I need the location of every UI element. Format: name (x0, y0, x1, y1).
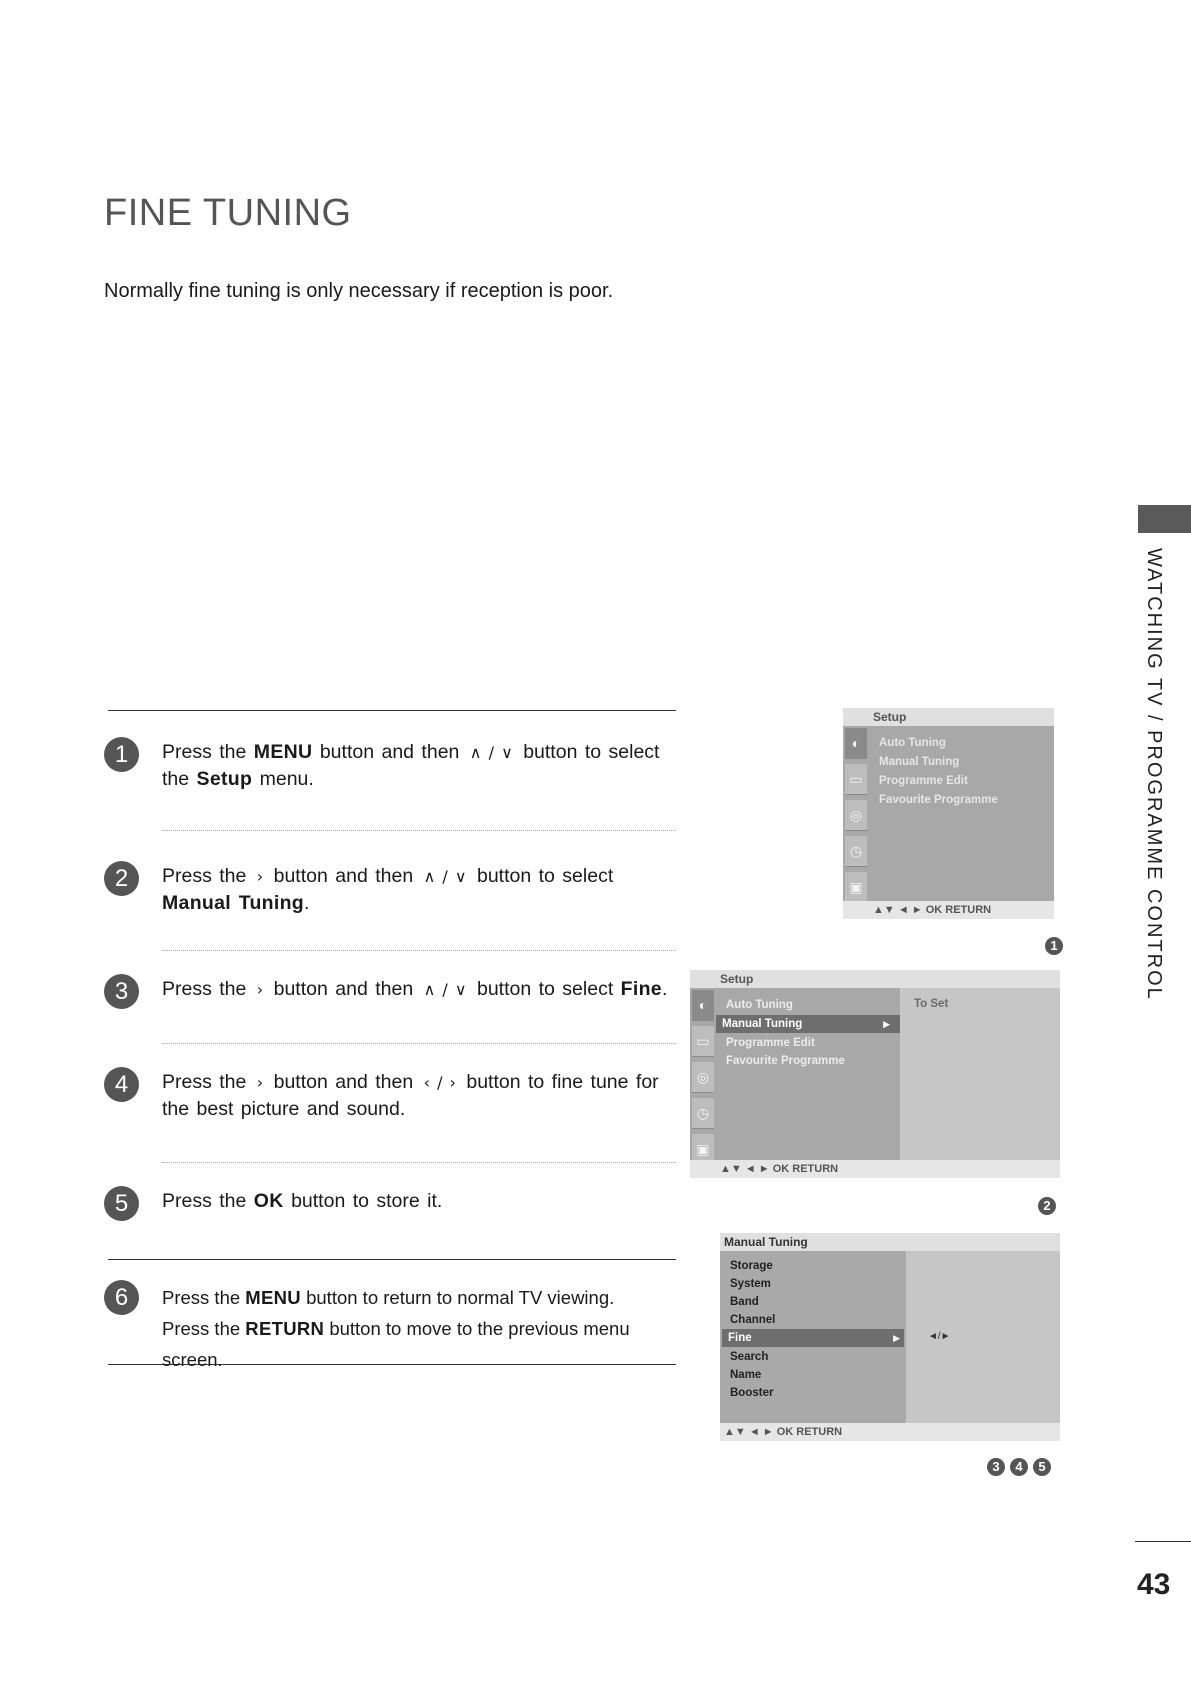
intro-text: Normally fine tuning is only necessary if reception is poor. (104, 280, 614, 302)
osd-item: Manual Tuning (879, 756, 960, 768)
step-3 (104, 974, 684, 1044)
clock-icon: ◷ (692, 1098, 714, 1129)
osd-item: Storage (730, 1260, 773, 1272)
step-number: 6 (104, 1280, 139, 1315)
osd-value-panel: To Set (902, 988, 1060, 1160)
osd-value-panel: ◄/► (906, 1251, 1060, 1423)
page-number: 43 (1137, 1568, 1171, 1601)
up-down-icon: ∧ / ∨ (423, 980, 467, 999)
picture-icon: ▭ (845, 764, 867, 795)
up-down-icon: ∧ / ∨ (423, 867, 467, 886)
figure-caption-number: 1 (1045, 937, 1063, 955)
step-number: 1 (104, 737, 139, 772)
right-arrow-icon: ▶ (883, 1019, 890, 1029)
osd-item-selected: Manual Tuning ▶ (716, 1015, 900, 1033)
osd-item: Booster (730, 1387, 774, 1399)
up-down-icon: ∧ / ∨ (469, 743, 513, 762)
right-arrow-icon: ▶ (893, 1333, 900, 1343)
clock-icon: ◷ (845, 836, 867, 867)
step-5 (104, 1186, 684, 1256)
right-arrow-icon: › (256, 867, 264, 886)
osd-header: Setup (690, 970, 1060, 988)
osd-list (716, 988, 900, 1160)
step-text: Press the OK button to store it. (162, 1190, 443, 1212)
step-number: 2 (104, 861, 139, 896)
osd-footer: ▲▼ ◄ ► OK RETURN (843, 901, 1054, 919)
figure-caption-number: 3 (987, 1458, 1005, 1476)
step-text: Press the › button and then ‹ / › button to fine tune for the best picture and sound. (162, 1071, 659, 1120)
picture-icon: ▭ (692, 1026, 714, 1057)
step-text: Press the MENU button and then ∧ / ∨ button to select the Setup menu. (162, 741, 660, 790)
osd-footer: ▲▼ ◄ ► OK RETURN (720, 1423, 1060, 1441)
osd-item: Name (730, 1369, 762, 1381)
section-tab-bar (1138, 505, 1191, 533)
osd-item: Favourite Programme (879, 794, 998, 806)
osd-item: Programme Edit (879, 775, 968, 787)
divider (162, 1162, 676, 1163)
step-text: Press the MENU button to return to normal TV viewing. Press the RETURN button to move to the previous menu screen. (162, 1287, 630, 1370)
step-2 (104, 861, 684, 931)
satellite-icon: ◐ (692, 990, 714, 1021)
osd-list (869, 726, 1054, 901)
right-arrow-icon: › (256, 980, 264, 999)
osd-item: Channel (730, 1314, 776, 1326)
divider (162, 830, 676, 831)
step-text: Press the › button and then ∧ / ∨ button to select Manual Tuning. (162, 865, 614, 914)
section-label: WATCHING TV / PROGRAMME CONTROL (1143, 548, 1165, 1001)
osd-item-selected: Fine ▶ (722, 1329, 904, 1347)
divider (162, 950, 676, 951)
figure-caption-number: 2 (1038, 1197, 1056, 1215)
note-top-rule (108, 1259, 676, 1260)
sound-icon: ◎ (692, 1062, 714, 1093)
step-number: 4 (104, 1067, 139, 1102)
sound-icon: ◎ (845, 800, 867, 831)
step-number: 3 (104, 974, 139, 1009)
figure-caption-number: 4 (1010, 1458, 1028, 1476)
osd-item: Favourite Programme (726, 1055, 845, 1067)
osd-icon-column (690, 988, 716, 1160)
osd-header: Manual Tuning (720, 1233, 1060, 1251)
osd-manual-tuning-fine (720, 1233, 1060, 1441)
osd-item: Auto Tuning (726, 999, 793, 1011)
osd-setup-menu (843, 708, 1054, 919)
osd-item: Band (730, 1296, 759, 1308)
right-arrow-icon: › (256, 1073, 264, 1092)
osd-item: Auto Tuning (879, 737, 946, 749)
osd-setup-manual-tuning (690, 970, 1060, 1178)
osd-header: Setup (843, 708, 1054, 726)
step-1 (104, 737, 684, 807)
left-right-icon: ‹ / › (423, 1073, 456, 1092)
step-6 (104, 1280, 684, 1370)
osd-footer: ▲▼ ◄ ► OK RETURN (690, 1160, 1060, 1178)
page-number-rule (1135, 1541, 1191, 1542)
osd-item: System (730, 1278, 771, 1290)
step-text: Press the › button and then ∧ / ∨ button to select Fine. (162, 978, 668, 1000)
osd-item: Search (730, 1351, 769, 1363)
satellite-icon: ◐ (845, 728, 867, 759)
osd-list (720, 1251, 906, 1423)
page-title: FINE TUNING (104, 192, 352, 234)
osd-icon-column (843, 726, 869, 901)
lock-icon: ▣ (692, 1134, 714, 1165)
osd-item: Programme Edit (726, 1037, 815, 1049)
figure-caption-number: 5 (1033, 1458, 1051, 1476)
step-number: 5 (104, 1186, 139, 1221)
step-4 (104, 1067, 684, 1137)
top-rule (108, 710, 676, 711)
lock-icon: ▣ (845, 872, 867, 903)
